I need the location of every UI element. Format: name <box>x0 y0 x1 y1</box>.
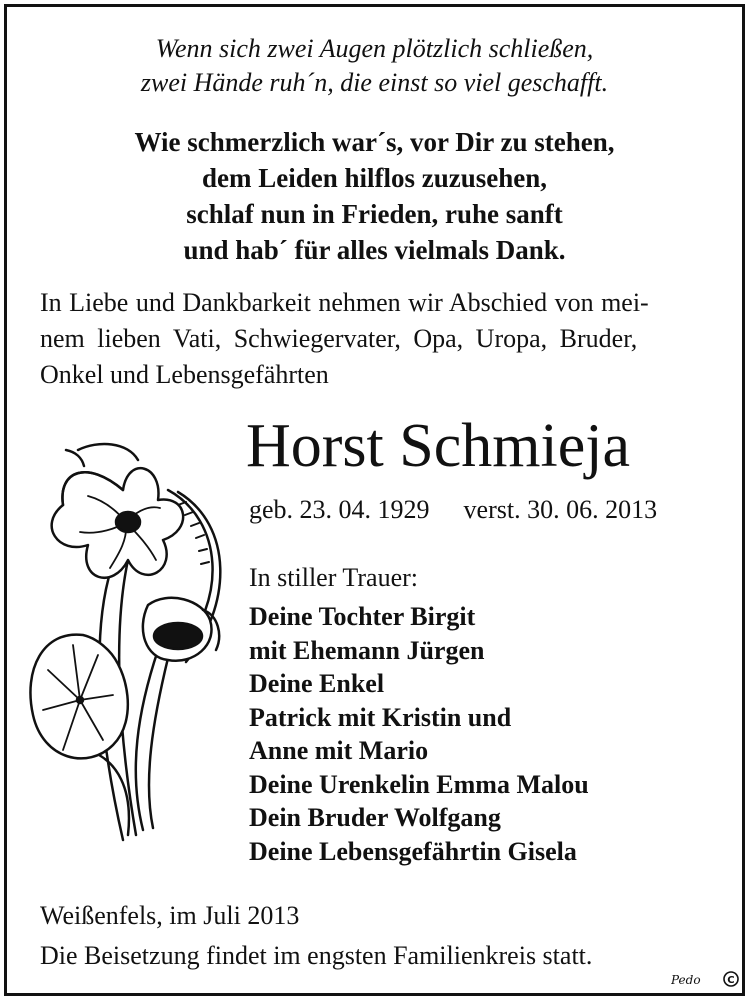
publisher-signature <box>671 968 741 990</box>
mourner-line: Anne mit Mario <box>249 736 429 765</box>
poem-italic-line: zwei Hände ruh´n, die einst so viel geschafft. <box>140 68 609 97</box>
svg-text:C: C <box>727 975 735 986</box>
svg-text:Pedo: Pedo <box>671 973 701 987</box>
poem-bold <box>0 124 749 268</box>
poem-bold-line: Wie schmerzlich war´s, vor Dir zu stehen, <box>134 127 615 157</box>
poem-italic-line: Wenn sich zwei Augen plötzlich schließen, <box>155 34 594 63</box>
poem-bold-line: schlaf nun in Frieden, ruhe sanft <box>186 199 563 229</box>
mourner-line: mit Ehemann Jürgen <box>249 635 485 665</box>
poem-bold-line: dem Leiden hilflos zuzusehen, <box>201 163 548 193</box>
mourner-line: Deine Tochter Birgit <box>249 602 476 631</box>
deceased-name: Horst Schmieja <box>246 412 630 480</box>
mourner-line: Patrick mit Kristin und <box>249 702 512 732</box>
place-and-date: Weißenfels, im Juli 2013 <box>40 901 300 930</box>
death-date: verst. 30. 06. 2013 <box>463 495 658 524</box>
intro-line: nem lieben Vati, Schwiegervater, Opa, Uropa, Bruder, <box>40 324 638 353</box>
mourners-list <box>249 600 589 868</box>
poem-italic <box>0 32 749 100</box>
nasturtium-flower-drawing <box>18 430 233 850</box>
life-dates <box>249 494 657 526</box>
mourner-line: Dein Bruder Wolfgang <box>249 803 501 832</box>
mourner-line: Deine Lebensgefährtin Gisela <box>249 836 577 866</box>
intro-paragraph <box>40 285 712 393</box>
birth-date: geb. 23. 04. 1929 <box>249 495 430 524</box>
mourner-line: Deine Urenkelin Emma Malou <box>249 769 589 799</box>
intro-line: Onkel und Lebensgefährten <box>40 360 329 389</box>
mourning-label: In stiller Trauer: <box>249 563 418 592</box>
poem-bold-line: und hab´ für alles vielmals Dank. <box>183 235 566 265</box>
mourner-line: Deine Enkel <box>249 669 385 698</box>
intro-line: In Liebe und Dankbarkeit nehmen wir Abschied von mei- <box>40 288 649 317</box>
burial-note: Die Beisetzung findet im engsten Familienkreis statt. <box>40 941 593 970</box>
